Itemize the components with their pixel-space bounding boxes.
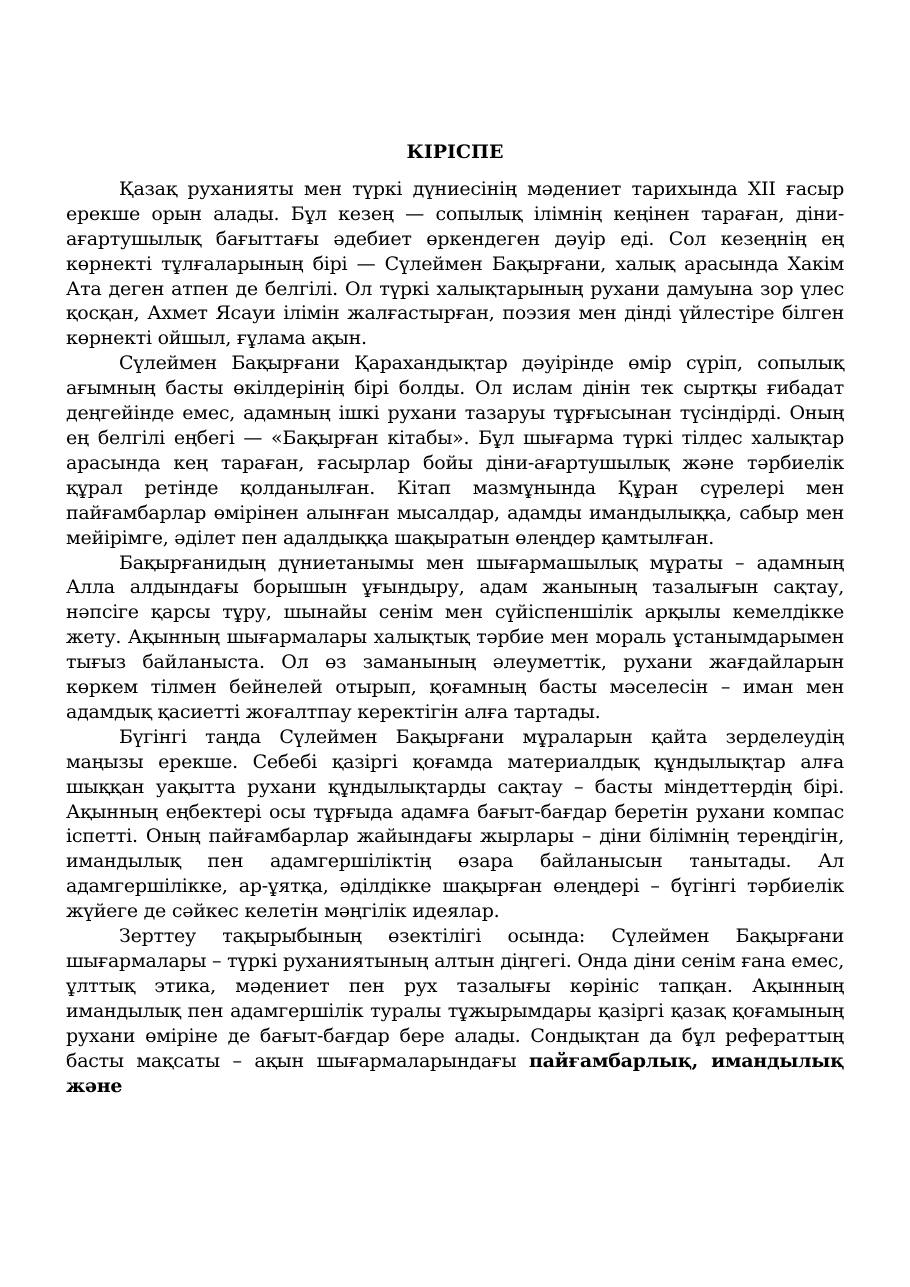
document-title: КІРІСПЕ <box>406 141 504 163</box>
paragraph-biography: Сүлеймен Бақырғани Қарахандықтар дәуірінде өмір сүріп, сопылық ағымның басты өкілдерінің бірі болды. Ол ислам дінін тек сыртқы ғибадат деңгейінде емес, адамның ішкі рухани тазаруы тұрғысынан түсіндірді. Оның ең белгілі еңбегі — «Бақырған кітабы». Бұл шығарма түркі тілдес халықтар арасында кең тараған, ғасырлар бойы діни-ағартушылық және тәрбиелік құрал ретінде қолданылған. Кітап мазмұнында Құран сүрелері мен пайғамбарлар өмірінен алынған мысалдар, адамды имандылыққа, сабыр мен мейірімге, әділет пен адалдыққа шақыратын өлеңдер қамтылған. <box>66 352 844 549</box>
paragraph-research-topic-bold: пайғамбарлық, имандылық және <box>66 1049 844 1097</box>
paragraph-research-topic <box>66 924 844 1098</box>
paragraph-relevance: Бүгінгі таңда Сүлеймен Бақырғани мұраларын қайта зерделеудің маңызы ерекше. Себебі қазіргі қоғамда материалдық құндылықтар алға шыққан уақытта рухани құндылықтарды сақтау – басты міндеттердің бірі. Ақынның еңбектері осы тұрғыда адамға бағыт-бағдар беретін рухани компас іспетті. Оның пайғамбарлар жайындағы жырлары – діни білімнің тереңдігін, имандылық пен адамгершіліктің өзара байланысын танытады. Ал адамгершілікке, ар-ұятқа, әділдікке шақырған өлеңдері – бүгінгі тәрбиелік жүйеге де сәйкес келетін мәңгілік идеялар. <box>66 725 844 923</box>
paragraph-intro: Қазақ руханияты мен түркі дүниесінің мәдениет тарихында XII ғасыр ерекше орын алады. Бұл кезең — сопылық ілімнің кеңінен тараған, діни-ағартушылық бағыттағы әдебиет өркендеген дәуір еді. Сол кезеңнің ең көрнекті тұлғаларының бірі — Сүлеймен Бақырғани, халық арасында Хакім Ата деген атпен де белгілі. Ол түркі халықтарының рухани дамуына зор үлес қосқан, Ахмет Ясауи ілімін жалғастырған, поэзия мен дінді үйлестіре білген көрнекті ойшыл, ғұлама ақын. <box>66 177 844 350</box>
paragraph-research-topic-text: Зерттеу тақырыбының өзектілігі осында: Сүлеймен Бақырғани шығармалары – түркі руханиятының алтын діңгегі. Онда діни сенім ғана емес, ұлттық этика, мәдениет пен рух тазалығы көрініс тапқан. Ақынның имандылық пен адамгершілік туралы тұжырымдары қазіргі қазақ қоғамының рухани өміріне де бағыт-бағдар бере алады. Сондықтан да бұл рефераттың басты мақсаты – ақын шығармаларындағы <box>66 925 844 1072</box>
paragraph-worldview: Бақырғанидың дүниетанымы мен шығармашылық мұраты – адамның Алла алдындағы борышын ұғындыру, адам жанының тазалығын сақтау, нәпсіге қарсы тұру, шынайы сенім мен сүйіспеншілік арқылы кемелдікке жету. Ақынның шығармалары халықтық тәрбие мен мораль ұстанымдарымен тығыз байланыста. Ол өз заманының әлеуметтік, рухани жағдайларын көркем тілмен бейнелей отырып, қоғамның басты мәселесін – иман мен адамдық қасиетті жоғалтпау керектігін алға тартады. <box>66 551 844 723</box>
document-page <box>66 140 844 1098</box>
